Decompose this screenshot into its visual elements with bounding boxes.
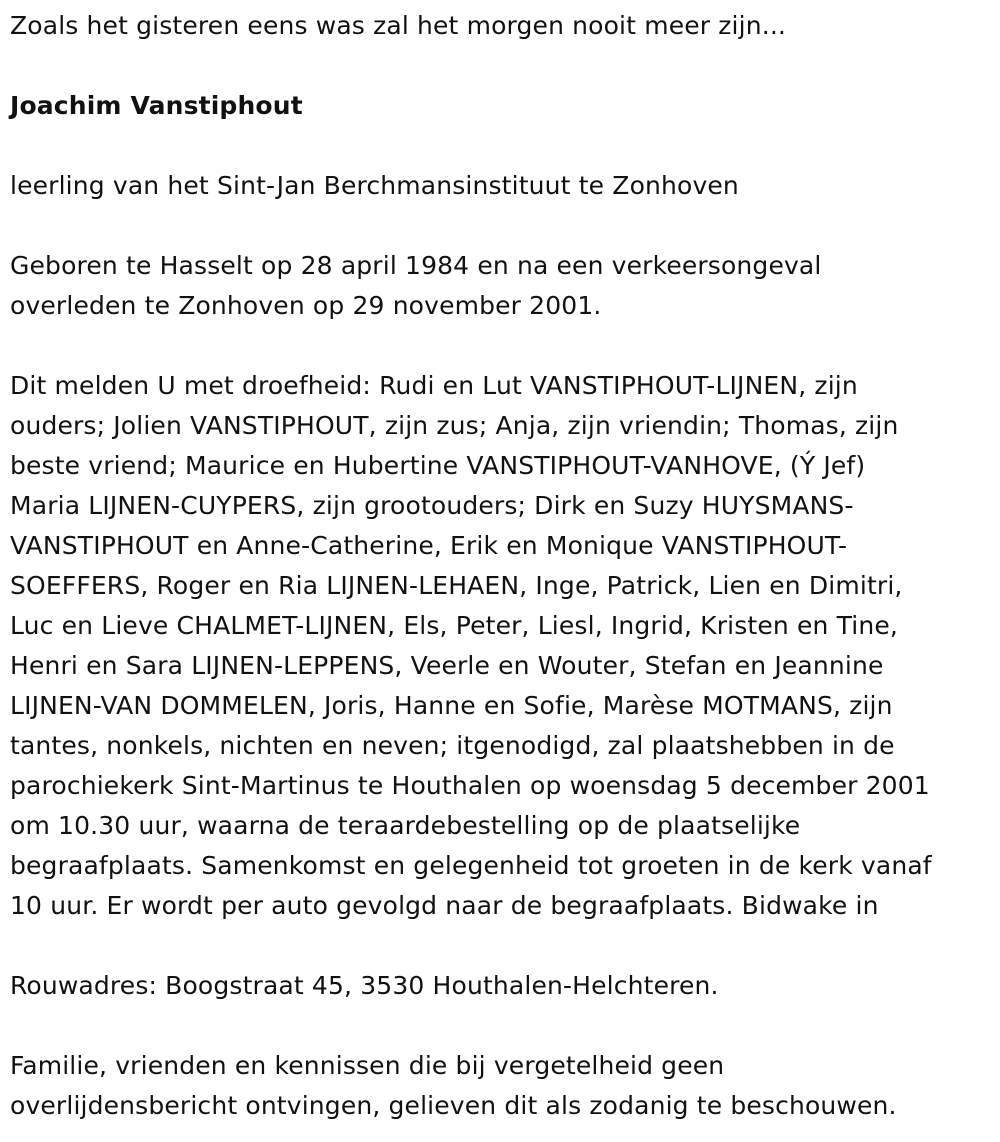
- spacer: [10, 1006, 990, 1046]
- mourning-address: Rouwadres: Boogstraat 45, 3530 Houthalen-Helchteren.: [10, 971, 719, 1000]
- announcement-line: ouders; Jolien VANSTIPHOUT, zijn zus; Anja, zijn vriendin; Thomas, zijn: [10, 411, 899, 440]
- closing-paragraph: [10, 1046, 990, 1126]
- announcement-line: om 10.30 uur, waarna de teraardebestelling op de plaatselijke: [10, 811, 801, 840]
- spacer: [10, 206, 990, 246]
- announcement-line: parochiekerk Sint-Martinus te Houthalen op woensdag 5 december 2001: [10, 771, 930, 800]
- death-line: overleden te Zonhoven op 29 november 2001.: [10, 291, 602, 320]
- announcement-line: Luc en Lieve CHALMET-LIJNEN, Els, Peter, Liesl, Ingrid, Kristen en Tine,: [10, 611, 898, 640]
- birth-line: Geboren te Hasselt op 28 april 1984 en na een verkeersongeval: [10, 251, 822, 280]
- closing-line: overlijdensbericht ontvingen, gelieven dit als zodanig te beschouwen.: [10, 1091, 897, 1120]
- announcement-paragraph: [10, 366, 990, 926]
- announcement-line: 10 uur. Er wordt per auto gevolgd naar de begraafplaats. Bidwake in: [10, 891, 879, 920]
- spacer: [10, 126, 990, 166]
- spacer: [10, 926, 990, 966]
- deceased-name: Joachim Vanstiphout: [10, 91, 303, 120]
- announcement-line: VANSTIPHOUT en Anne-Catherine, Erik en Monique VANSTIPHOUT-: [10, 531, 848, 560]
- announcement-line: SOEFFERS, Roger en Ria LIJNEN-LEHAEN, Inge, Patrick, Lien en Dimitri,: [10, 571, 903, 600]
- spacer: [10, 326, 990, 366]
- spacer: [10, 46, 990, 86]
- closing-line: Familie, vrienden en kennissen die bij vergetelheid geen: [10, 1051, 725, 1080]
- obituary-document: [10, 0, 990, 1126]
- intro-quote: Zoals het gisteren eens was zal het morgen nooit meer zijn...: [10, 11, 787, 40]
- announcement-line: Henri en Sara LIJNEN-LEPPENS, Veerle en Wouter, Stefan en Jeannine: [10, 651, 884, 680]
- announcement-line: beste vriend; Maurice en Hubertine VANSTIPHOUT-VANHOVE, (Ý Jef): [10, 451, 866, 480]
- announcement-line: begraafplaats. Samenkomst en gelegenheid tot groeten in de kerk vanaf: [10, 851, 932, 880]
- announcement-line: Maria LIJNEN-CUYPERS, zijn grootouders; Dirk en Suzy HUYSMANS-: [10, 491, 854, 520]
- announcement-line: tantes, nonkels, nichten en neven; itgenodigd, zal plaatshebben in de: [10, 731, 895, 760]
- announcement-line: Dit melden U met droefheid: Rudi en Lut VANSTIPHOUT-LIJNEN, zijn: [10, 371, 858, 400]
- announcement-line: LIJNEN-VAN DOMMELEN, Joris, Hanne en Sofie, Marèse MOTMANS, zijn: [10, 691, 893, 720]
- subtitle: leerling van het Sint-Jan Berchmansinstituut te Zonhoven: [10, 171, 739, 200]
- birth-death-paragraph: [10, 246, 990, 326]
